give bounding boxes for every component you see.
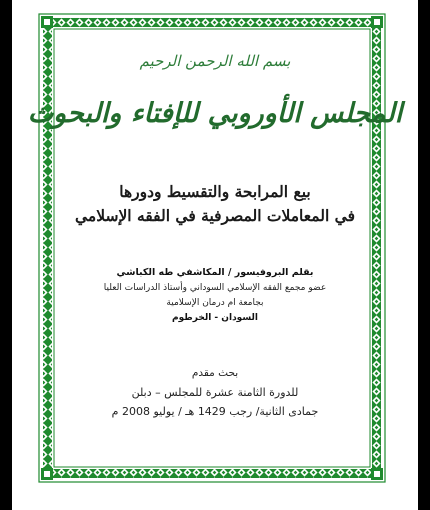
paper-title-line-2: في المعاملات المصرفية في الفقه الإسلامي [75,206,355,225]
council-logo-calligraphy: المجلس الأوروبي للإفتاء والبحوث [27,98,403,129]
author-byline: بقلم البروفيسور / المكاشفي طه الكباشي [116,267,314,278]
presentation-line-2: للدورة الثامنة عشرة للمجلس – دبلن [131,386,299,399]
author-affiliation-line-1: عضو مجمع الفقه الإسلامي السوداني وأستاذ الدراسات العليا [103,283,327,293]
author-location: السودان - الخرطوم [172,313,258,323]
document-page [12,0,418,510]
decorative-border [12,0,418,510]
author-affiliation-line-2: بجامعة ام درمان الإسلامية [166,298,264,308]
presentation-line-1: بحث مقدم [191,367,239,379]
basmala-calligraphy: بسم الله الرحمن الرحيم [139,52,291,70]
presentation-date: جمادى الثانية/ رجب 1429 هـ / يوليو 2008 م [111,405,319,418]
paper-title-line-1: بيع المرابحة والتقسيط ودورها [119,182,311,201]
